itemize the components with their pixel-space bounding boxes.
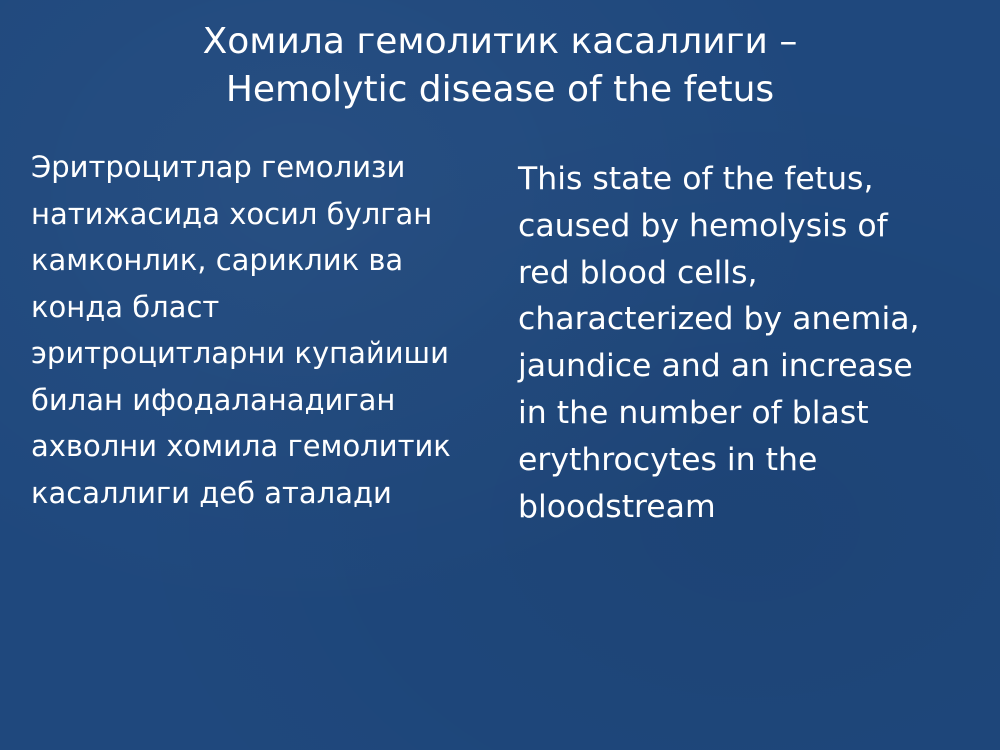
right-text-line: jaundice and an increase [518,348,913,385]
slide-title [50,18,950,114]
left-text-line: Эритроцитлар гемолизи [31,150,406,184]
right-text-line: caused by hemolysis of [518,207,888,244]
right-text-line: characterized by anemia, [518,301,920,338]
left-text-line: камконлик, сариклик ва [31,243,404,277]
right-text-line: bloodstream [518,488,716,525]
right-text-line: red blood cells, [518,254,758,291]
left-column-uzbek-text [31,144,501,516]
left-text-line: касаллиги деб аталади [31,475,392,510]
left-text-line: конда бласт [31,289,220,324]
title-line-uzbek: Хомила гемолитик касаллиги – [202,21,798,62]
left-text-line: ахволни хомила гемолитик [31,429,451,463]
left-text-line: билан ифодаланадиган [31,382,396,417]
right-text-line: This state of the fetus, [518,161,874,197]
right-text-line: in the number of blast [518,394,869,431]
left-text-line: эритроцитларни купайиши [31,336,449,370]
title-line-english: Hemolytic disease of the fetus [225,69,775,110]
right-text-line: erythrocytes in the [518,441,818,478]
left-text-line: натижасида хосил булган [31,196,433,231]
right-column-english-text [518,156,988,530]
